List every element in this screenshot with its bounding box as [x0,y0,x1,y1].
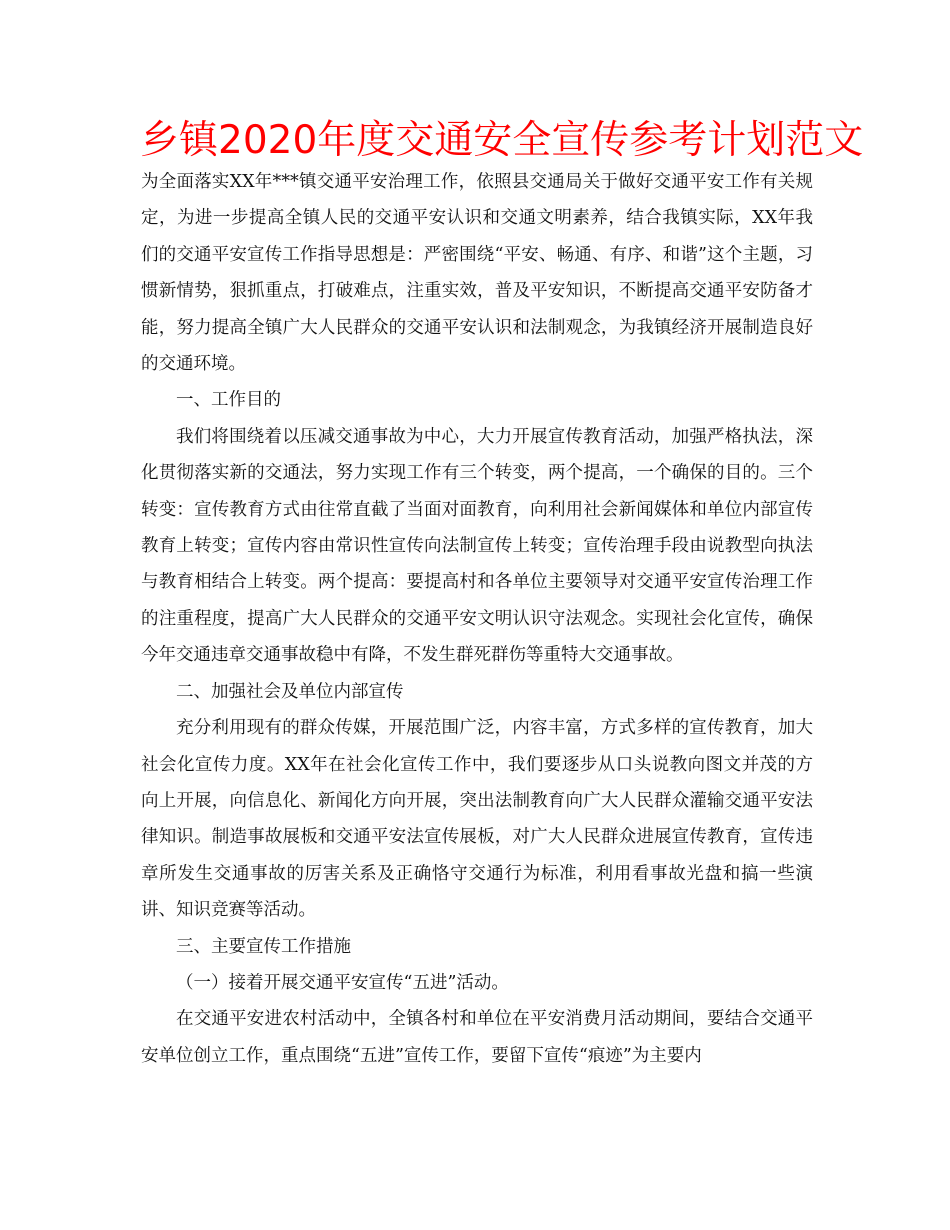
section-heading-goals: 一、工作目的 [176,390,281,411]
paragraph-five-entries: 在交通平安进农村活动中，全镇各村和单位在平安消费月活动期间，要结合交通平安单位创立工作，重点围绕“五进”宣传工作，要留下宣传“痕迹”为主要内 [141,1009,813,1066]
section-heading-measures: 三、主要宣传工作措施 [176,936,351,957]
paragraph-goals: 我们将围绕着以压减交通事故为中心，大力开展宣传教育活动，加强严格执法，深化贯彻落实新的交通法，努力实现工作有三个转变，两个提高，一个确保的目的。三个转变：宣传教育方式由往常直截了当面对面教育，向利用社会新闻媒体和单位内部宣传教育上转变；宣传内容由常识性宣传向法制宣传上转变；宣传治理手段由说教型向执法与教育相结合上转变。两个提高：要提高村和各单位主要领导对交通平安宣传治理工作的注重程度，提高广大人民群众的交通平安文明认识守法观念。实现社会化宣传，确保今年交通违章交通事故稳中有降，不发生群死群伤等重特大交通事故。 [141,426,813,666]
subsection-heading-five-entries: （一）接着开展交通平安宣传“五进”活动。 [176,972,509,993]
paragraph-publicity: 充分利用现有的群众传媒，开展范围广泛，内容丰富，方式多样的宣传教育，加大社会化宣传力度。XX年在社会化宣传工作中，我们要逐步从口头说教向图文并茂的方向上开展，向信息化、新闻化方向开展，突出法制教育向广大人民群众灌输交通平安法律知识。制造事故展板和交通平安法宣传展板，对广大人民群众进展宣传教育，宣传违章所发生交通事故的厉害关系及正确恪守交通行为标准，利用看事故光盘和搞一些演讲、知识竞赛等活动。 [141,718,813,921]
document-body [141,164,813,1074]
document-title: 乡镇2020年度交通安全宣传参考计划范文 [140,118,864,163]
section-heading-publicity: 二、加强社会及单位内部宣传 [176,681,404,702]
paragraph-intro: 为全面落实XX年***镇交通平安治理工作，依照县交通局关于做好交通平安工作有关规定，为进一步提高全镇人民的交通平安认识和交通文明素养，结合我镇实际，XX年我们的交通平安宣传工作指导思想是：严密围绕“平安、畅通、有序、和谐”这个主题，习惯新情势，狠抓重点，打破难点，注重实效，普及平安知识，不断提高交通平安防备才能，努力提高全镇广大人民群众的交通平安认识和法制观念，为我镇经济开展制造良好的交通环境。 [141,172,813,375]
